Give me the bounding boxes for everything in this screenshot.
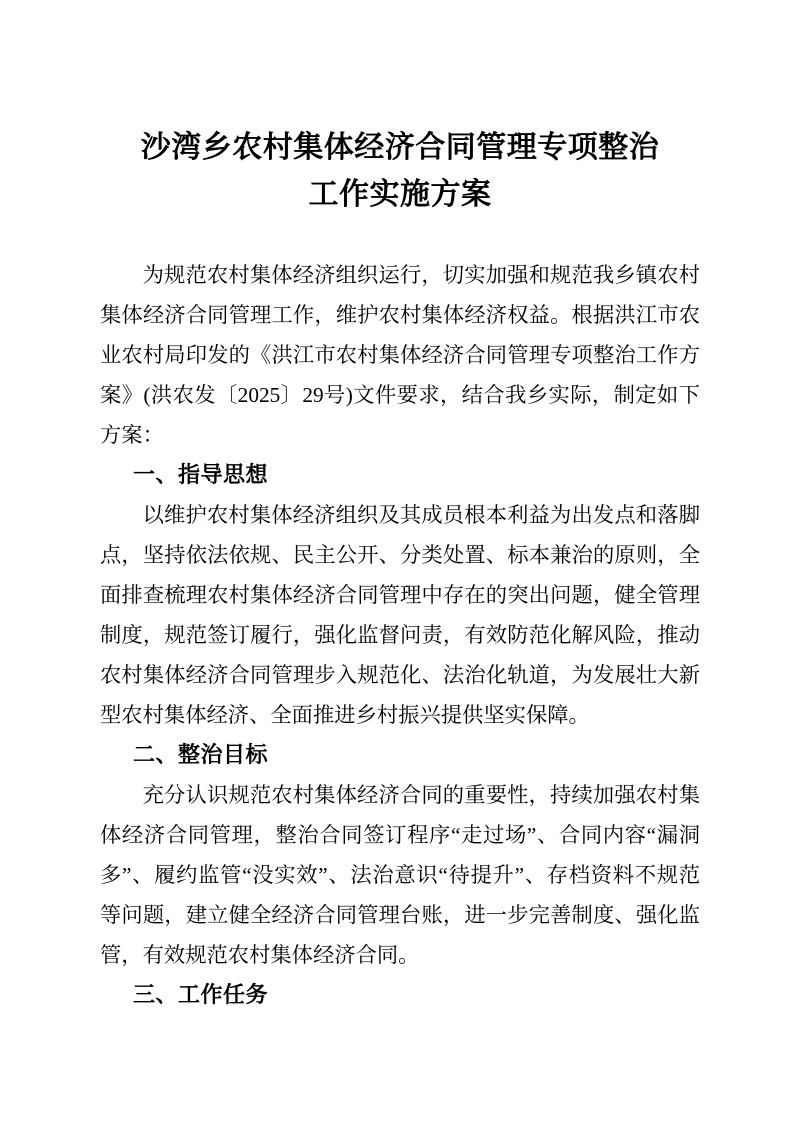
section-heading: 一、指导思想	[133, 462, 269, 487]
section-heading: 二、整治目标	[133, 742, 269, 767]
document-body	[100, 255, 700, 1015]
document-title	[100, 124, 700, 218]
body-paragraph: 充分认识规范农村集体经济合同的重要性，持续加强农村集体经济合同管理，整治合同签订程序“走过场”、合同内容“漏洞多”、履约监管“没实效”、法治意识“待提升”、存档资料不规范等问题，建立健全经济合同管理台账，进一步完善制度、强化监管，有效规范农村集体经济合同。	[100, 783, 700, 967]
body-paragraph: 以维护农村集体经济组织及其成员根本利益为出发点和落脚点，坚持依法依规、民主公开、分类处置、标本兼治的原则，全面排查梳理农村集体经济合同管理中存在的突出问题，健全管理制度，规范签订履行，强化监督问责，有效防范化解风险，推动农村集体经济合同管理步入规范化、法治化轨道，为发展壮大新型农村集体经济、全面推进乡村振兴提供坚实保障。	[100, 503, 700, 727]
document-title-line1: 沙湾乡农村集体经济合同管理专项整治	[140, 131, 660, 164]
section-heading: 三、工作任务	[133, 982, 269, 1007]
body-paragraph: 为规范农村集体经济组织运行，切实加强和规范我乡镇农村集体经济合同管理工作，维护农村集体经济权益。根据洪江市农业农村局印发的《洪江市农村集体经济合同管理专项整治工作方案》(洪农发〔2025〕29号)文件要求，结合我乡实际，制定如下方案：	[100, 263, 700, 447]
document-title-line2: 工作实施方案	[308, 178, 492, 211]
